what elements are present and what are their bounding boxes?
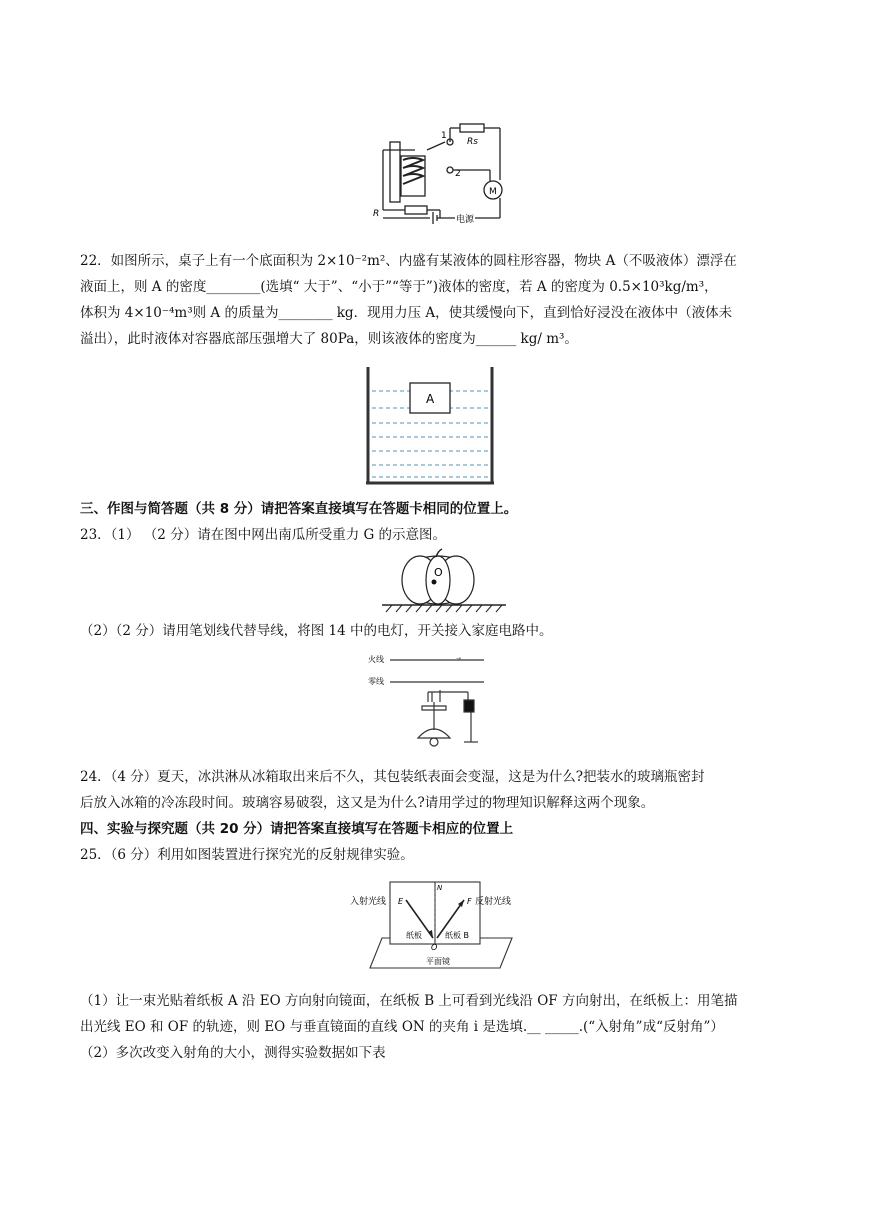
mirror-experiment-figure <box>350 876 520 976</box>
q23-part-2: （2）（2 分）请用笔划线代替导线，将图 14 中的电灯，开关接入家庭电路中。 <box>80 623 553 639</box>
q23-part-1: 23．（1） （2 分）请在图中网出南瓜所受重力 G 的示意图。 <box>80 527 447 543</box>
q25-sub-1-line-1: （1）让一束光贴着纸板 A 沿 EO 方向射向镜面，在纸板 B 上可看到光线沿 OF 方向射出，在纸板上：用笔描 <box>80 993 738 1009</box>
q25-intro: 25．（6 分）利用如图装置进行探究光的反射规律实验。 <box>80 847 414 863</box>
mirror-e-label: E <box>398 897 404 906</box>
relay-circuit-figure <box>365 120 515 230</box>
mirror-board-b-label: 纸板 B <box>445 931 470 940</box>
mirror-n-label: N <box>437 884 443 892</box>
container-figure <box>360 365 500 487</box>
relay-label-1: 1 <box>441 131 447 141</box>
section-4-heading: 四、实验与探究题（共 20 分）请把答案直接填写在答题卡相应的位置上 <box>80 821 514 837</box>
pumpkin-center-label: O <box>434 566 443 579</box>
mirror-board-a-label: 纸板 <box>406 931 422 940</box>
q25-sub-2: （2）多次改变入射角的大小，测得实验数据如下表 <box>80 1045 386 1061</box>
q25-sub-1-line-2: 出光线 EO 和 OF 的轨迹，则 EO 与垂直镜面的直线 ON 的夹角 i 是选填.__ _____.(“入射角”成“反射角”） <box>80 1019 724 1035</box>
mirror-reflected-label: 反射光线 <box>475 897 512 907</box>
relay-label-motor: M <box>489 187 497 197</box>
relay-label-rs: Rs <box>467 137 478 147</box>
svg-text:→: → <box>456 655 462 662</box>
relay-label-2: 2 <box>455 169 461 179</box>
container-block-label: A <box>426 392 435 406</box>
mirror-f-label: F <box>467 897 472 906</box>
mirror-plane-label: 平面镜 <box>426 957 450 966</box>
pumpkin-figure <box>380 548 510 614</box>
q22-line-1: 22．如图所示，桌子上有一个底面积为 2×10⁻²m²、内盛有某液体的圆柱形容器，物块 A（不吸液体）漂浮在 <box>80 253 737 269</box>
relay-label-power: 电源 <box>456 215 475 225</box>
circuit-fire-label: 火线 <box>368 655 384 664</box>
section-3-heading: 三、作图与简答题（共 8 分）请把答案直接填写在答题卡相同的位置上。 <box>80 501 518 517</box>
mirror-incident-label: 入射光线 <box>350 897 387 907</box>
q22-line-4: 溢出），此时液体对容器底部压强增大了 80Pa，则该液体的密度为______ kg/ m³。 <box>80 331 578 347</box>
q24-line-1: 24．（4 分）夏天，冰洪淋从冰箱取出来后不久，其包装纸表面会变湿，这是为什么?把装水的玻璃瓶密封 <box>80 769 705 785</box>
mirror-o-label: O <box>431 943 438 952</box>
household-circuit-figure <box>368 650 488 754</box>
circuit-zero-label: 零线 <box>368 677 384 686</box>
q22-line-3: 体积为 4×10⁻⁴m³则 A 的质量为________ kg．现用力压 A，使其缓慢向下，直到恰好浸没在液体中（液体未 <box>80 305 733 321</box>
q24-line-2: 后放入冰箱的冷冻段时间。玻璃容易破裂，这又是为什么?请用学过的物理知识解释这两个现象。 <box>80 795 655 811</box>
relay-label-r: R <box>373 209 380 219</box>
q22-line-2: 液面上，则 A 的密度________(选填“ 大于”、“小于”“等于”)液体的密度，若 A 的密度为 0.5×10³kg/m³， <box>80 279 718 295</box>
